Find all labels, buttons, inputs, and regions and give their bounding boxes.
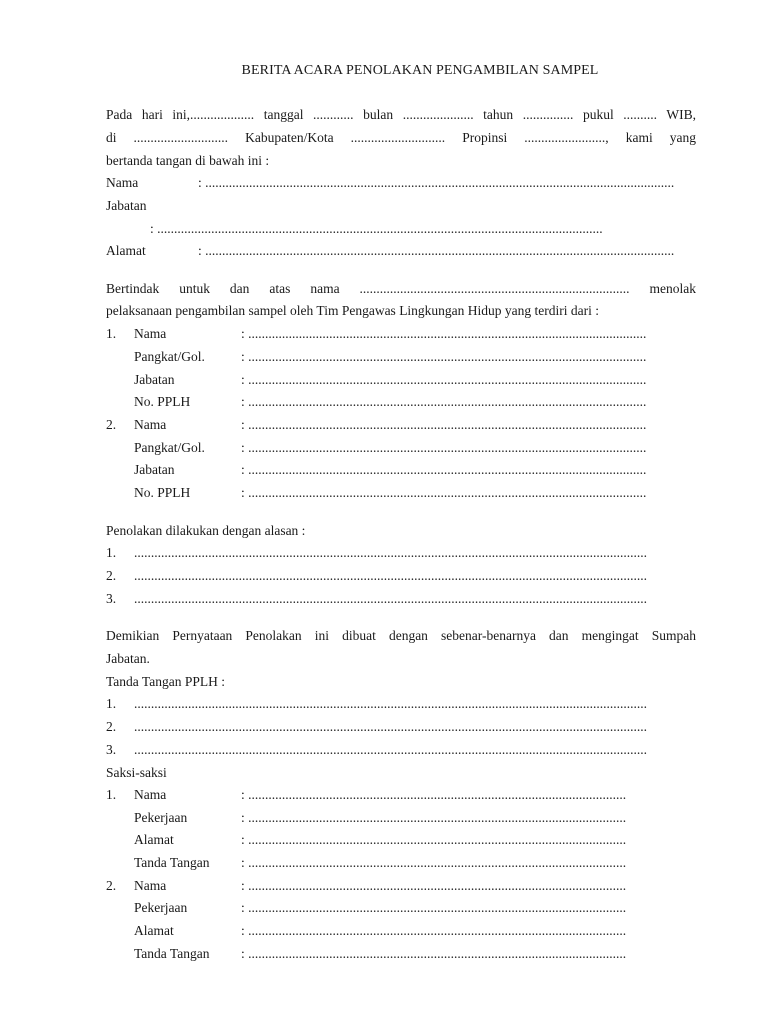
field-blank: : ......................................................................................................................: [241, 326, 647, 341]
signer-alamat-label: Alamat: [106, 243, 146, 258]
field-blank: : ................................................................................................................: [241, 878, 627, 893]
officer-number: 2.: [106, 417, 117, 432]
field-blank: : ................................................................................................................: [241, 832, 627, 847]
field-label: Alamat: [134, 923, 174, 938]
reason-blank: ........................................................................................................................................................: [134, 568, 647, 583]
field-label: Nama: [134, 787, 167, 802]
field-blank: : ................................................................................................................: [241, 855, 627, 870]
signature-number: 3.: [106, 742, 117, 757]
field-label: Jabatan: [134, 462, 175, 477]
field-label: Jabatan: [134, 372, 175, 387]
field-blank: : ......................................................................................................................: [241, 394, 647, 409]
document-title: BERITA ACARA PENOLAKAN PENGAMBILAN SAMPEL: [241, 63, 599, 78]
signature-blank: ........................................................................................................................................................: [134, 742, 647, 757]
field-label: Nama: [134, 326, 167, 341]
signer-nama-label: Nama: [106, 175, 139, 190]
reason-number: 3.: [106, 591, 117, 606]
field-blank: : ......................................................................................................................: [241, 485, 647, 500]
field-blank: : ......................................................................................................................: [241, 440, 647, 455]
field-label: No. PPLH: [134, 485, 191, 500]
field-blank: : ......................................................................................................................: [241, 462, 647, 477]
signer-jabatan-label: Jabatan: [106, 198, 147, 213]
witness-number: 2.: [106, 878, 117, 893]
intro-line-1: Pada hari ini,................... tanggal ............ bulan ..................... tahun ............... pukul .......... WIB,: [106, 107, 696, 122]
field-blank: : ......................................................................................................................: [241, 349, 647, 364]
signature-number: 1.: [106, 696, 117, 711]
reason-blank: ........................................................................................................................................................: [134, 545, 647, 560]
reason-number: 1.: [106, 545, 117, 560]
officer-number: 1.: [106, 326, 117, 341]
signature-blank: ........................................................................................................................................................: [134, 719, 647, 734]
field-label: Pangkat/Gol.: [134, 440, 205, 455]
field-blank: : ................................................................................................................: [241, 946, 627, 961]
field-blank: : ......................................................................................................................: [241, 417, 647, 432]
signer-nama-blank: : ...........................................................................................................................................: [198, 175, 675, 190]
field-label: Nama: [134, 878, 167, 893]
field-label: Pangkat/Gol.: [134, 349, 205, 364]
field-label: Nama: [134, 417, 167, 432]
signer-alamat-blank: : ...........................................................................................................................................: [198, 243, 675, 258]
field-label: Alamat: [134, 832, 174, 847]
field-blank: : ......................................................................................................................: [241, 372, 647, 387]
closing-line-2: Jabatan.: [106, 651, 150, 666]
field-label: No. PPLH: [134, 394, 191, 409]
signer-jabatan-blank: : ....................................................................................................................................: [150, 221, 603, 236]
witnesses-heading: Saksi-saksi: [106, 765, 167, 780]
field-blank: : ................................................................................................................: [241, 923, 627, 938]
signatures-heading: Tanda Tangan PPLH :: [106, 674, 225, 689]
closing-line-1: Demikian Pernyataan Penolakan ini dibuat dengan sebenar-benarnya dan mengingat Sumpah: [106, 628, 696, 643]
field-blank: : ................................................................................................................: [241, 900, 627, 915]
intro-line-2: di ............................ Kabupaten/Kota ............................ Propinsi ........................, kami yang: [106, 130, 696, 145]
witness-number: 1.: [106, 787, 117, 802]
reason-number: 2.: [106, 568, 117, 583]
field-label: Tanda Tangan: [134, 946, 210, 961]
field-blank: : ................................................................................................................: [241, 787, 627, 802]
reasons-heading: Penolakan dilakukan dengan alasan :: [106, 523, 306, 538]
acting-line-1: Bertindak untuk dan atas nama ................................................................................ menolak: [106, 281, 696, 296]
field-blank: : ................................................................................................................: [241, 810, 627, 825]
signature-number: 2.: [106, 719, 117, 734]
field-label: Pekerjaan: [134, 900, 188, 915]
field-label: Pekerjaan: [134, 810, 188, 825]
reason-blank: ........................................................................................................................................................: [134, 591, 647, 606]
signature-blank: ........................................................................................................................................................: [134, 696, 647, 711]
intro-line-3: bertanda tangan di bawah ini :: [106, 153, 270, 168]
acting-line-2: pelaksanaan pengambilan sampel oleh Tim Pengawas Lingkungan Hidup yang terdiri dari :: [106, 303, 600, 318]
field-label: Tanda Tangan: [134, 855, 210, 870]
